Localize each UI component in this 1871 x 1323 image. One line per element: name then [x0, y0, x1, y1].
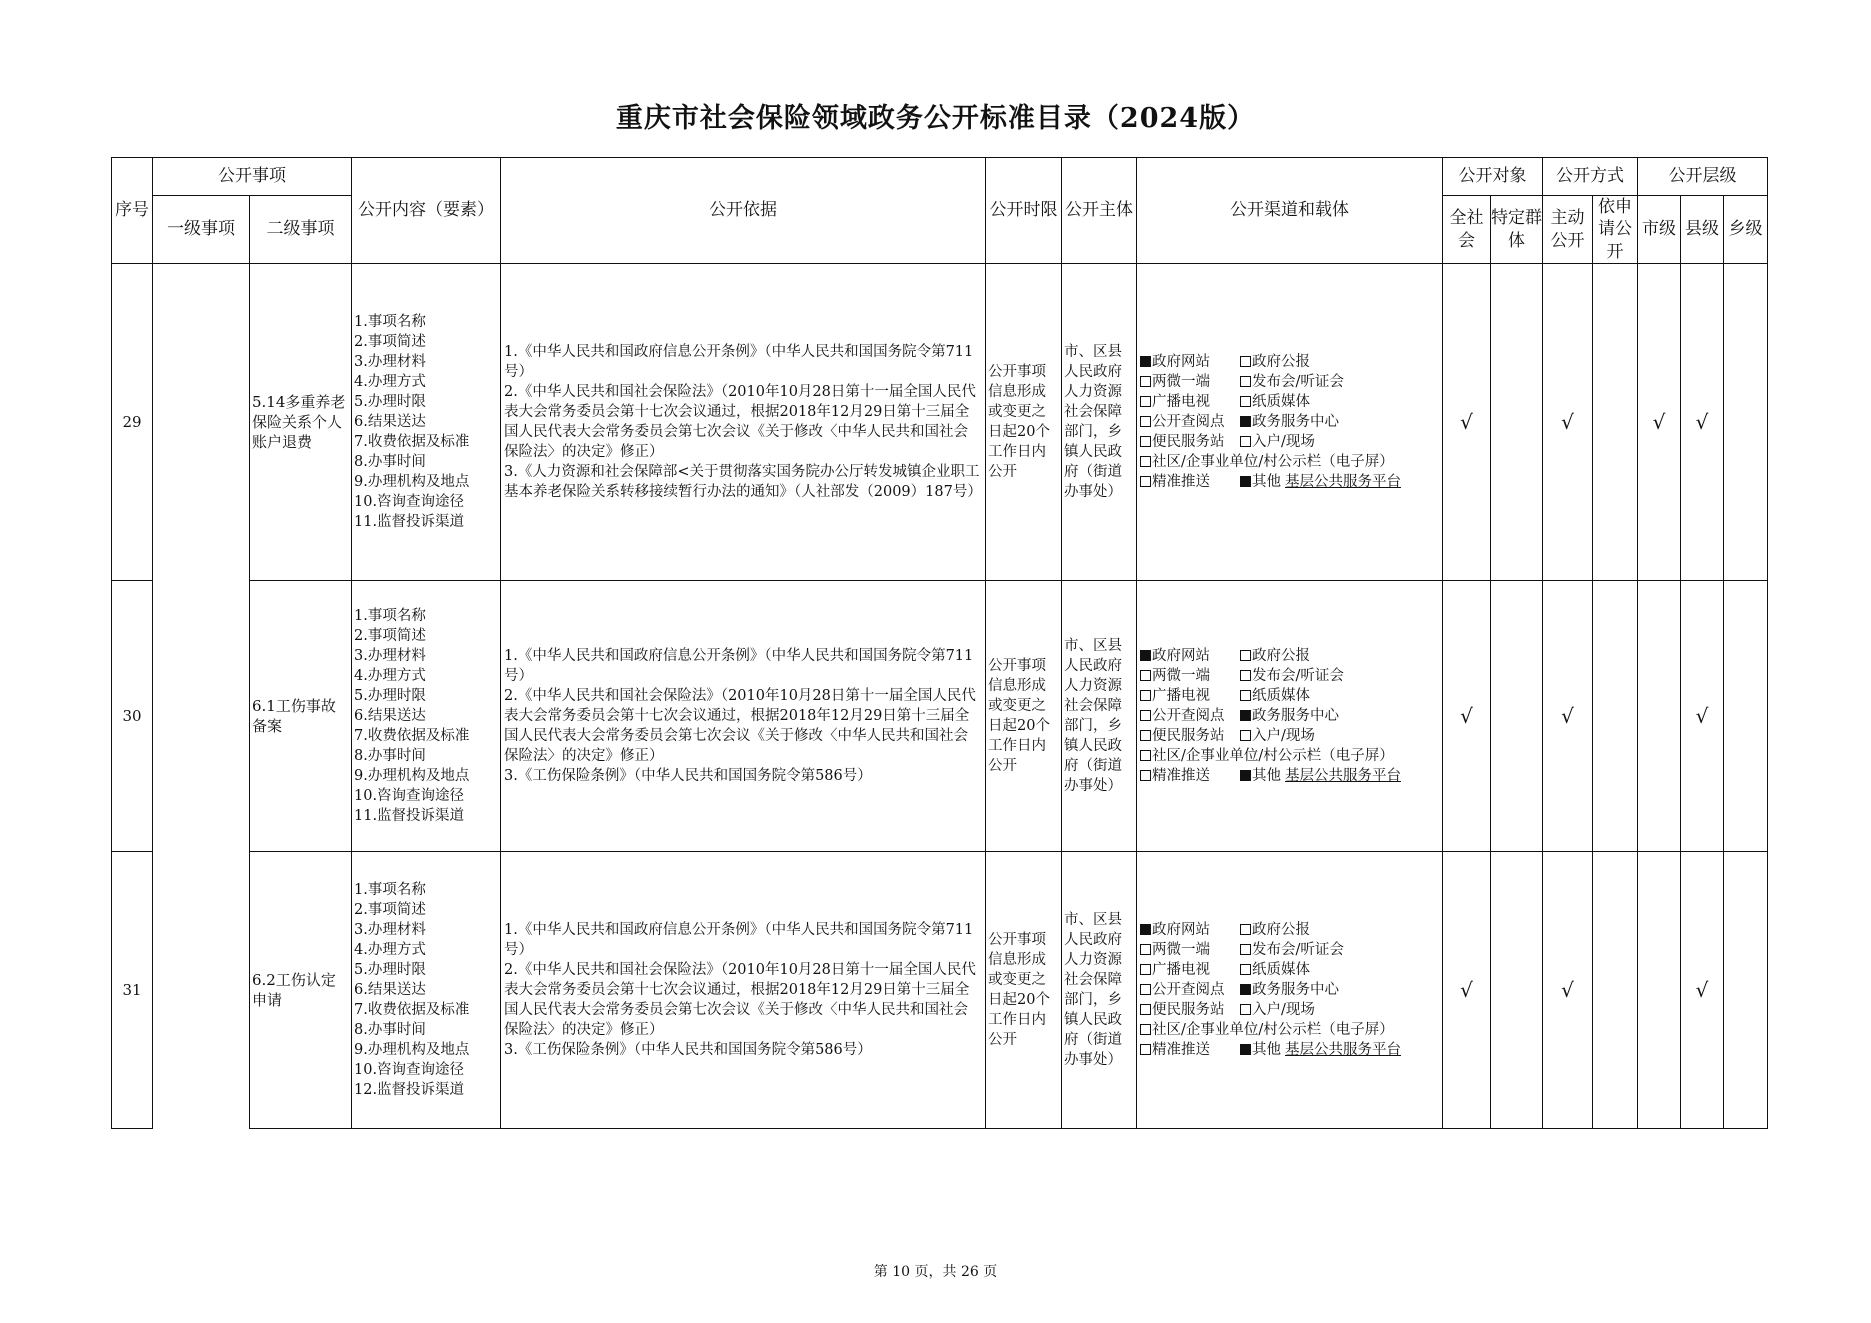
- checkbox-icon: [1140, 984, 1151, 995]
- check-mark: √: [1695, 978, 1709, 1002]
- row-level1: [153, 264, 250, 581]
- header-subject: 公开主体: [1062, 158, 1137, 264]
- basis-item: 3.《人力资源和社会保障部<关于贯彻落实国务院办公厅转发城镇企业职工基本养老保险关系转移接续暂行办法的通知》（人社部发（2009）187号）: [504, 464, 982, 500]
- row-seq: 30: [112, 581, 153, 852]
- content-item: 1.事项名称: [354, 882, 426, 898]
- checkbox-icon: [1240, 1044, 1251, 1055]
- mark-tier-county: [1681, 852, 1724, 1129]
- row-level2: 6.2工伤认定申请: [250, 852, 352, 1129]
- row-time-limit: 公开事项信息形成或变更之日起20个工作日内公开: [986, 264, 1062, 581]
- channel-label: 入户/现场: [1252, 728, 1315, 744]
- channel-label: 精准推送: [1152, 768, 1210, 784]
- check-mark: √: [1561, 704, 1574, 728]
- row-time-limit: 公开事项信息形成或变更之日起20个工作日内公开: [986, 852, 1062, 1129]
- checkbox-icon: [1240, 944, 1251, 955]
- mark-method-apply: [1593, 852, 1638, 1129]
- row-content: [352, 581, 501, 852]
- checkbox-icon: [1140, 770, 1151, 781]
- channel-label: 社区/企事业单位/村公示栏（电子屏）: [1152, 1022, 1394, 1038]
- channel-label: 政府网站: [1152, 922, 1210, 938]
- checkbox-icon: [1240, 924, 1251, 935]
- channel-label: 广播电视: [1152, 688, 1210, 704]
- mark-tier-county: [1681, 264, 1724, 581]
- basis-item: 3.《工伤保险条例》（中华人民共和国国务院令第586号）: [504, 768, 872, 784]
- content-item: 7.收费依据及标准: [354, 728, 470, 744]
- channel-label: 其他: [1252, 1042, 1281, 1058]
- channel-other-detail: 基层公共服务平台: [1285, 768, 1401, 784]
- content-item: 10.咨询查询途径: [354, 1062, 465, 1078]
- content-item: 2.事项简述: [354, 334, 426, 350]
- mark-method-active: [1543, 264, 1593, 581]
- mark-audience-specific: [1491, 264, 1543, 581]
- content-item: 9.办理机构及地点: [354, 1042, 470, 1058]
- header-tier-city: 市级: [1638, 196, 1681, 264]
- basis-item: 1.《中华人民共和国政府信息公开条例》（中华人民共和国国务院令第711号）: [504, 648, 974, 684]
- checkbox-icon: [1140, 436, 1151, 447]
- channel-label: 两微一端: [1152, 668, 1210, 684]
- basis-item: 2.《中华人民共和国社会保险法》（2010年10月28日第十一届全国人民代表大会常务委员会第十七次会议通过，根据2018年12月29日第十三届全国人民代表大会常务委员会第七次会议《关于修改〈中华人民共和国社会保险法〉的决定》修正）: [504, 384, 976, 460]
- mark-tier-town: [1724, 581, 1768, 852]
- channel-label: 发布会/听证会: [1252, 668, 1344, 684]
- channel-label: 纸质媒体: [1252, 688, 1310, 704]
- basis-item: 1.《中华人民共和国政府信息公开条例》（中华人民共和国国务院令第711号）: [504, 344, 974, 380]
- checkbox-icon: [1140, 456, 1151, 467]
- channel-label: 入户/现场: [1252, 1002, 1315, 1018]
- checkbox-icon: [1240, 436, 1251, 447]
- table-row: [112, 581, 1768, 852]
- channel-label: 社区/企事业单位/村公示栏（电子屏）: [1152, 454, 1394, 470]
- header-items: 公开事项: [153, 158, 352, 196]
- header-method-active: 主动公开: [1543, 196, 1593, 264]
- header-time-limit: 公开时限: [986, 158, 1062, 264]
- row-subject: 市、区县人民政府人力资源社会保障部门，乡镇人民政府（街道办事处）: [1062, 581, 1137, 852]
- content-item: 10.咨询查询途径: [354, 494, 465, 510]
- channel-label: 发布会/听证会: [1252, 374, 1344, 390]
- content-item: 8.办事时间: [354, 748, 426, 764]
- mark-method-active: [1543, 581, 1593, 852]
- basis-item: 3.《工伤保险条例》（中华人民共和国国务院令第586号）: [504, 1042, 872, 1058]
- content-item: 11.监督投诉渠道: [354, 808, 465, 824]
- mark-tier-town: [1724, 264, 1768, 581]
- basis-item: 2.《中华人民共和国社会保险法》（2010年10月28日第十一届全国人民代表大会常务委员会第十七次会议通过，根据2018年12月29日第十三届全国人民代表大会常务委员会第七次会议《关于修改〈中华人民共和国社会保险法〉的决定》修正）: [504, 688, 976, 764]
- channel-label: 精准推送: [1152, 1042, 1210, 1058]
- catalog-table: [111, 157, 1768, 1129]
- row-channel: [1137, 852, 1443, 1129]
- content-item: 9.办理机构及地点: [354, 768, 470, 784]
- row-basis: [501, 264, 986, 581]
- checkbox-icon: [1240, 396, 1251, 407]
- check-mark: √: [1460, 410, 1473, 434]
- content-item: 7.收费依据及标准: [354, 1002, 470, 1018]
- content-item: 8.办事时间: [354, 1022, 426, 1038]
- header-method-apply: 依申请公开: [1593, 196, 1638, 264]
- content-item: 3.办理材料: [354, 648, 426, 664]
- header-audience: 公开对象: [1443, 158, 1543, 196]
- checkbox-icon: [1140, 690, 1151, 701]
- checkbox-icon: [1140, 416, 1151, 427]
- channel-label: 政务服务中心: [1252, 414, 1339, 430]
- content-item: 4.办理方式: [354, 374, 426, 390]
- channel-label: 政府网站: [1152, 354, 1210, 370]
- checkbox-icon: [1140, 924, 1151, 935]
- mark-audience-all: [1443, 264, 1491, 581]
- channel-label: 便民服务站: [1152, 434, 1225, 450]
- check-mark: √: [1695, 410, 1709, 434]
- channel-label: 便民服务站: [1152, 1002, 1225, 1018]
- row-channel: [1137, 581, 1443, 852]
- check-mark: √: [1561, 410, 1574, 434]
- channel-label: 广播电视: [1152, 394, 1210, 410]
- checkbox-icon: [1240, 650, 1251, 661]
- content-item: 6.结果送达: [354, 708, 426, 724]
- content-item: 12.监督投诉渠道: [354, 1082, 465, 1098]
- mark-method-apply: [1593, 581, 1638, 852]
- channel-label: 其他: [1252, 474, 1281, 490]
- channel-label: 两微一端: [1152, 374, 1210, 390]
- header-content: 公开内容（要素）: [352, 158, 501, 264]
- row-basis: [501, 852, 986, 1129]
- channel-other-detail: 基层公共服务平台: [1285, 1042, 1401, 1058]
- content-item: 9.办理机构及地点: [354, 474, 470, 490]
- content-item: 3.办理材料: [354, 354, 426, 370]
- row-level1: [153, 581, 250, 852]
- row-subject: 市、区县人民政府人力资源社会保障部门，乡镇人民政府（街道办事处）: [1062, 852, 1137, 1129]
- checkbox-icon: [1240, 710, 1251, 721]
- mark-method-active: [1543, 852, 1593, 1129]
- row-level1: [153, 852, 250, 1129]
- row-basis: [501, 581, 986, 852]
- channel-label: 纸质媒体: [1252, 962, 1310, 978]
- table-row: [112, 264, 1768, 581]
- mark-audience-specific: [1491, 581, 1543, 852]
- checkbox-icon: [1240, 670, 1251, 681]
- mark-tier-city: [1638, 852, 1681, 1129]
- checkbox-icon: [1140, 964, 1151, 975]
- check-mark: √: [1460, 704, 1473, 728]
- mark-audience-specific: [1491, 852, 1543, 1129]
- channel-label: 公开查阅点: [1152, 708, 1225, 724]
- header-channel: 公开渠道和载体: [1137, 158, 1443, 264]
- mark-audience-all: [1443, 852, 1491, 1129]
- checkbox-icon: [1140, 1024, 1151, 1035]
- channel-label: 社区/企事业单位/村公示栏（电子屏）: [1152, 748, 1394, 764]
- checkbox-icon: [1240, 1004, 1251, 1015]
- content-item: 2.事项简述: [354, 902, 426, 918]
- checkbox-icon: [1140, 944, 1151, 955]
- header-basis: 公开依据: [501, 158, 986, 264]
- checkbox-icon: [1140, 650, 1151, 661]
- channel-label: 入户/现场: [1252, 434, 1315, 450]
- content-item: 1.事项名称: [354, 608, 426, 624]
- basis-item: 2.《中华人民共和国社会保险法》（2010年10月28日第十一届全国人民代表大会常务委员会第十七次会议通过，根据2018年12月29日第十三届全国人民代表大会常务委员会第七次会议《关于修改〈中华人民共和国社会保险法〉的决定》修正）: [504, 962, 976, 1038]
- check-mark: √: [1652, 410, 1666, 434]
- channel-label: 便民服务站: [1152, 728, 1225, 744]
- channel-label: 政府公报: [1252, 922, 1310, 938]
- channel-label: 广播电视: [1152, 962, 1210, 978]
- checkbox-icon: [1140, 670, 1151, 681]
- channel-label: 政务服务中心: [1252, 982, 1339, 998]
- header-audience-all: 全社会: [1443, 196, 1491, 264]
- table-row: [112, 852, 1768, 1129]
- content-item: 4.办理方式: [354, 942, 426, 958]
- checkbox-icon: [1240, 964, 1251, 975]
- content-item: 5.办理时限: [354, 688, 426, 704]
- channel-other-detail: 基层公共服务平台: [1285, 474, 1401, 490]
- mark-method-apply: [1593, 264, 1638, 581]
- check-mark: √: [1561, 978, 1574, 1002]
- basis-item: 1.《中华人民共和国政府信息公开条例》（中华人民共和国国务院令第711号）: [504, 922, 974, 958]
- header-tier-county: 县级: [1681, 196, 1724, 264]
- checkbox-icon: [1140, 730, 1151, 741]
- mark-audience-all: [1443, 581, 1491, 852]
- checkbox-icon: [1140, 750, 1151, 761]
- page-footer: 第 10 页，共 26 页: [873, 1264, 998, 1280]
- channel-label: 政府公报: [1252, 354, 1310, 370]
- checkbox-icon: [1140, 376, 1151, 387]
- content-item: 2.事项简述: [354, 628, 426, 644]
- channel-label: 其他: [1252, 768, 1281, 784]
- row-level2: 5.14多重养老保险关系个人账户退费: [250, 264, 352, 581]
- page-title: 重庆市社会保险领域政务公开标准目录（2024版）: [615, 103, 1256, 134]
- checkbox-icon: [1140, 476, 1151, 487]
- row-seq: 31: [112, 852, 153, 1129]
- channel-label: 公开查阅点: [1152, 982, 1225, 998]
- checkbox-icon: [1140, 1044, 1151, 1055]
- checkbox-icon: [1240, 476, 1251, 487]
- header-level2: 二级事项: [250, 196, 352, 264]
- content-item: 5.办理时限: [354, 962, 426, 978]
- channel-label: 公开查阅点: [1152, 414, 1225, 430]
- checkbox-icon: [1240, 416, 1251, 427]
- row-seq: 29: [112, 264, 153, 581]
- row-time-limit: 公开事项信息形成或变更之日起20个工作日内公开: [986, 581, 1062, 852]
- channel-label: 政务服务中心: [1252, 708, 1339, 724]
- row-content: [352, 264, 501, 581]
- checkbox-icon: [1240, 770, 1251, 781]
- header-seq: 序号: [112, 158, 153, 264]
- checkbox-icon: [1140, 356, 1151, 367]
- mark-tier-town: [1724, 852, 1768, 1129]
- row-subject: 市、区县人民政府人力资源社会保障部门，乡镇人民政府（街道办事处）: [1062, 264, 1137, 581]
- header-level1: 一级事项: [153, 196, 250, 264]
- content-item: 6.结果送达: [354, 982, 426, 998]
- content-item: 4.办理方式: [354, 668, 426, 684]
- content-item: 3.办理材料: [354, 922, 426, 938]
- channel-label: 精准推送: [1152, 474, 1210, 490]
- channel-label: 政府网站: [1152, 648, 1210, 664]
- header-tier: 公开层级: [1638, 158, 1768, 196]
- checkbox-icon: [1240, 690, 1251, 701]
- header-tier-town: 乡级: [1724, 196, 1768, 264]
- mark-tier-city: [1638, 581, 1681, 852]
- checkbox-icon: [1240, 376, 1251, 387]
- content-item: 8.办事时间: [354, 454, 426, 470]
- checkbox-icon: [1240, 356, 1251, 367]
- header-audience-specific: 特定群体: [1491, 196, 1543, 264]
- checkbox-icon: [1140, 396, 1151, 407]
- check-mark: √: [1695, 704, 1709, 728]
- mark-tier-city: [1638, 264, 1681, 581]
- content-item: 6.结果送达: [354, 414, 426, 430]
- content-item: 11.监督投诉渠道: [354, 514, 465, 530]
- checkbox-icon: [1140, 710, 1151, 721]
- channel-label: 政府公报: [1252, 648, 1310, 664]
- header-method: 公开方式: [1543, 158, 1638, 196]
- checkbox-icon: [1240, 730, 1251, 741]
- check-mark: √: [1460, 978, 1473, 1002]
- mark-tier-county: [1681, 581, 1724, 852]
- row-level2: 6.1工伤事故备案: [250, 581, 352, 852]
- content-item: 7.收费依据及标准: [354, 434, 470, 450]
- channel-label: 发布会/听证会: [1252, 942, 1344, 958]
- row-content: [352, 852, 501, 1129]
- content-item: 5.办理时限: [354, 394, 426, 410]
- content-item: 10.咨询查询途径: [354, 788, 465, 804]
- channel-label: 两微一端: [1152, 942, 1210, 958]
- content-item: 1.事项名称: [354, 314, 426, 330]
- checkbox-icon: [1240, 984, 1251, 995]
- row-channel: [1137, 264, 1443, 581]
- checkbox-icon: [1140, 1004, 1151, 1015]
- channel-label: 纸质媒体: [1252, 394, 1310, 410]
